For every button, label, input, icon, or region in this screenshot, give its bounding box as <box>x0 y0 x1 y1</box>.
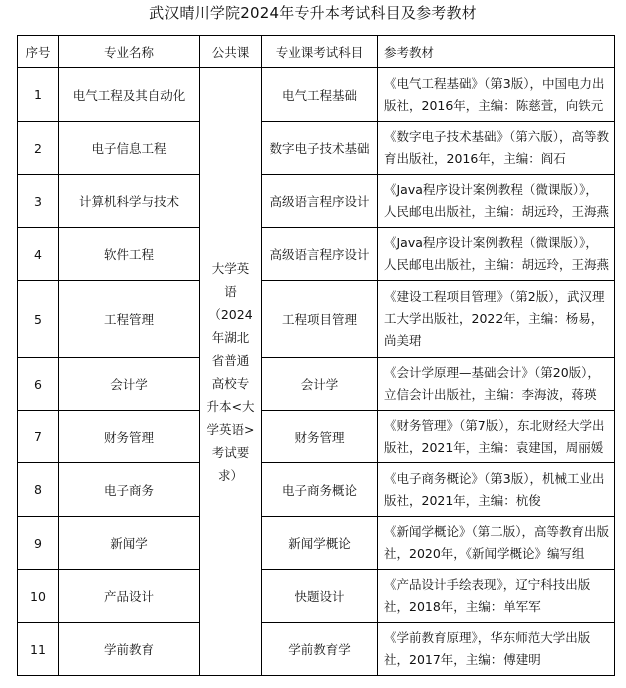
cell-no: 4 <box>18 228 59 281</box>
cell-subject: 快题设计 <box>262 570 378 623</box>
header-public-course: 公共课 <box>200 36 262 68</box>
header-no: 序号 <box>18 36 59 68</box>
cell-no: 8 <box>18 463 59 517</box>
cell-reference: 《Java程序设计案例教程（微课版）》，人民邮电出版社，主编：胡远玲，王海燕 <box>378 228 615 281</box>
cell-reference: 《Java程序设计案例教程（微课版）》，人民邮电出版社，主编：胡远玲，王海燕 <box>378 175 615 228</box>
cell-subject: 学前教育学 <box>262 623 378 676</box>
cell-major: 电子信息工程 <box>59 122 200 175</box>
cell-reference: 《学前教育原理》，华东师范大学出版社，2017年，主编：傅建明 <box>378 623 615 676</box>
cell-reference: 《产品设计手绘表现》，辽宁科技出版社，2018年，主编：单军军 <box>378 570 615 623</box>
cell-no: 7 <box>18 411 59 463</box>
cell-reference: 《建设工程项目管理》（第2版），武汉理工大学出版社，2022年，主编：杨易，尚美珺 <box>378 281 615 358</box>
cell-no: 10 <box>18 570 59 623</box>
cell-no: 3 <box>18 175 59 228</box>
cell-major: 工程管理 <box>59 281 200 358</box>
cell-no: 1 <box>18 68 59 122</box>
cell-subject: 高级语言程序设计 <box>262 228 378 281</box>
cell-major: 财务管理 <box>59 411 200 463</box>
cell-reference: 《电子商务概论》（第3版），机械工业出版社，2021年，主编：杭俊 <box>378 463 615 517</box>
cell-major: 软件工程 <box>59 228 200 281</box>
cell-no: 11 <box>18 623 59 676</box>
cell-subject: 会计学 <box>262 358 378 411</box>
cell-major: 会计学 <box>59 358 200 411</box>
cell-major: 产品设计 <box>59 570 200 623</box>
cell-reference: 《新闻学概论》（第二版），高等教育出版社，2020年，《新闻学概论》编写组 <box>378 517 615 570</box>
cell-major: 电子商务 <box>59 463 200 517</box>
cell-reference: 《财务管理》（第7版），东北财经大学出版社，2021年，主编：袁建国，周丽媛 <box>378 411 615 463</box>
table-row <box>18 228 615 281</box>
header-major: 专业名称 <box>59 36 200 68</box>
cell-subject: 数字电子技术基础 <box>262 122 378 175</box>
cell-reference: 《会计学原理—基础会计》（第20版），立信会计出版社，主编：李海波，蒋瑛 <box>378 358 615 411</box>
cell-subject: 财务管理 <box>262 411 378 463</box>
table-row <box>18 122 615 175</box>
cell-reference: 《数字电子技术基础》（第六版），高等教育出版社，2016年，主编：阎石 <box>378 122 615 175</box>
table-row <box>18 411 615 463</box>
cell-major: 新闻学 <box>59 517 200 570</box>
table-row <box>18 358 615 411</box>
cell-no: 6 <box>18 358 59 411</box>
cell-subject: 电子商务概论 <box>262 463 378 517</box>
cell-no: 9 <box>18 517 59 570</box>
cell-subject: 工程项目管理 <box>262 281 378 358</box>
table-row <box>18 175 615 228</box>
cell-major: 学前教育 <box>59 623 200 676</box>
table-row <box>18 517 615 570</box>
cell-no: 5 <box>18 281 59 358</box>
table-header-row <box>18 36 615 68</box>
header-exam-subject: 专业课考试科目 <box>262 36 378 68</box>
document-title: 武汉晴川学院2024年专升本考试科目及参考教材 <box>149 4 477 22</box>
cell-major: 电气工程及其自动化 <box>59 68 200 122</box>
table-row <box>18 281 615 358</box>
table-row <box>18 623 615 676</box>
table-row <box>18 463 615 517</box>
table-row <box>18 570 615 623</box>
table-row <box>18 68 615 122</box>
cell-subject: 新闻学概论 <box>262 517 378 570</box>
cell-major: 计算机科学与技术 <box>59 175 200 228</box>
cell-subject: 高级语言程序设计 <box>262 175 378 228</box>
cell-public-course: 大学英语（2024年湖北省普通高校专升本<大学英语>考试要求） <box>200 68 262 676</box>
cell-subject: 电气工程基础 <box>262 68 378 122</box>
header-reference: 参考教材 <box>378 36 615 68</box>
cell-no: 2 <box>18 122 59 175</box>
exam-subjects-table <box>17 35 615 676</box>
cell-reference: 《电气工程基础》（第3版），中国电力出版社，2016年，主编：陈慈萱，向铁元 <box>378 68 615 122</box>
